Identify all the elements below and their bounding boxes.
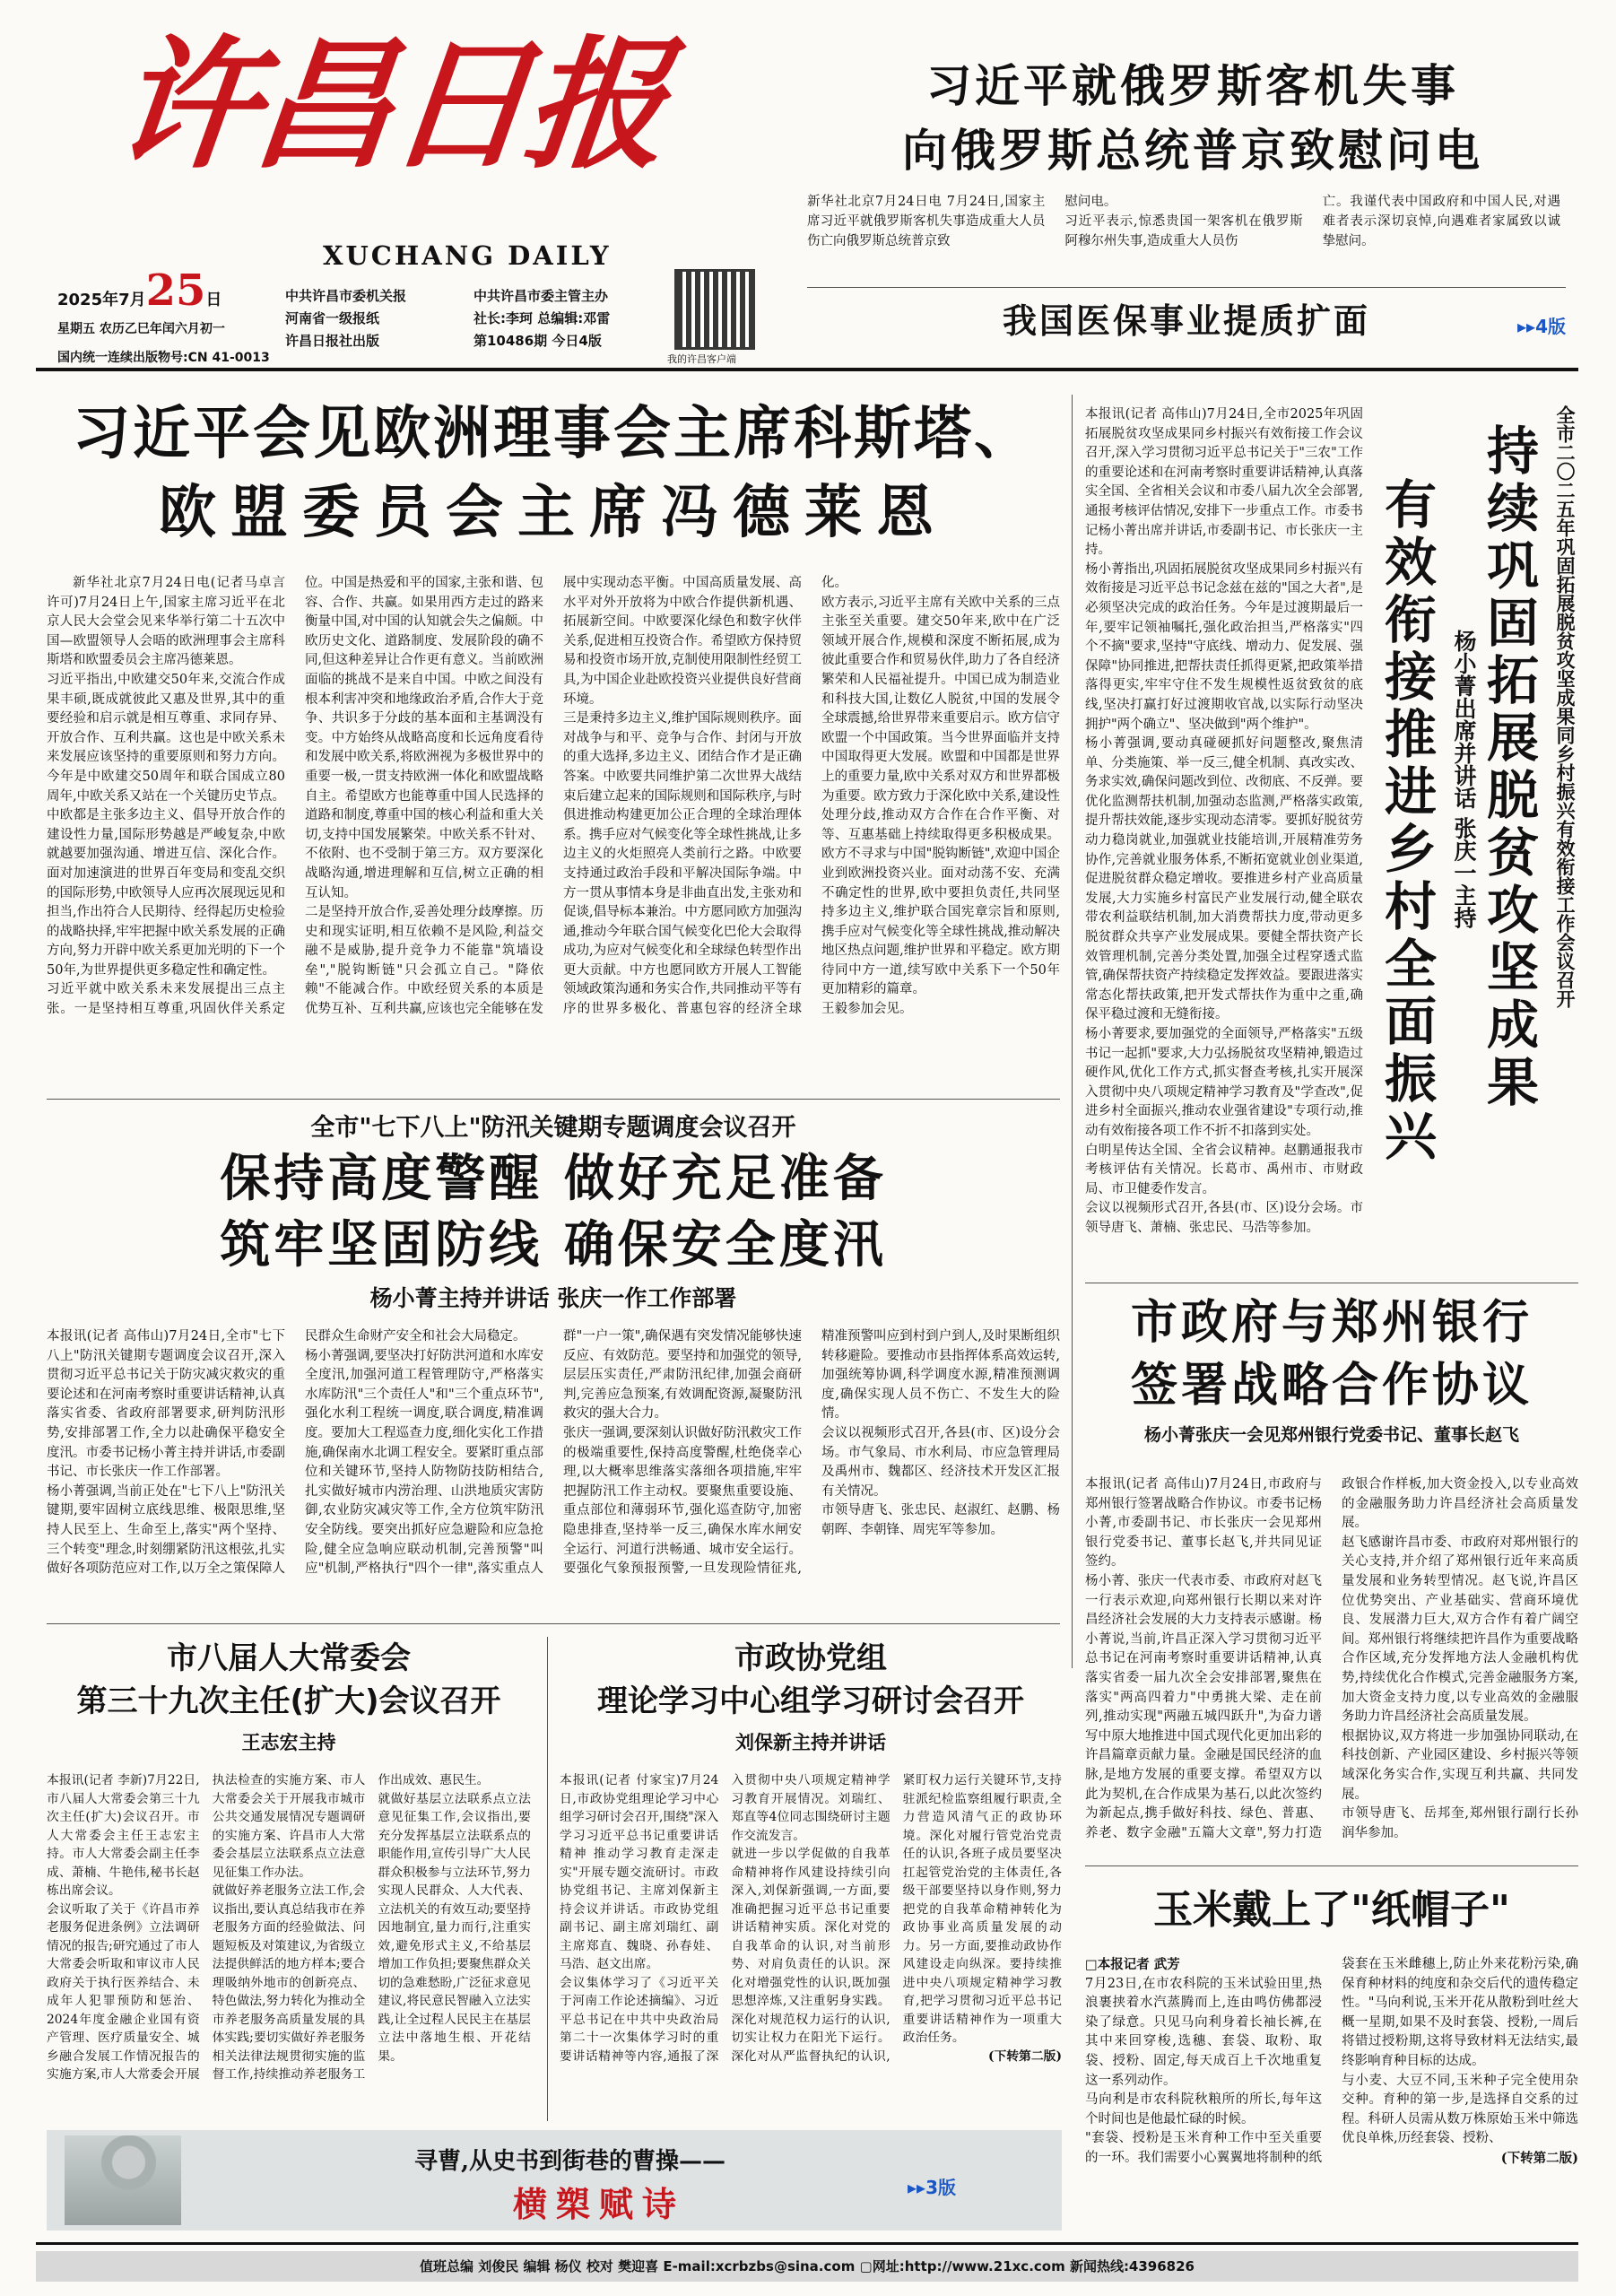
poverty-byline: 杨小菁出席并讲话 张庆一主持 — [1451, 630, 1477, 929]
feature-page-ref[interactable]: ▸▸3版 — [908, 2177, 956, 2198]
renda-title-1: 市八届人大常委会 — [167, 1640, 411, 1676]
feature-title-1: 寻曹,从史书到街巷的曹操—— — [414, 2148, 726, 2175]
feature-statue-image — [65, 2135, 181, 2225]
top-story-col2: 慰问电。 习近平表示,惊悉贵国一架客机在俄罗斯阿穆尔州失事,造成重大人员伤 — [1064, 195, 1303, 248]
date-prefix: 2025年7月 — [57, 291, 146, 309]
flood-title-1: 保持高度警醒 做好充足准备 — [220, 1150, 887, 1208]
footer-text: 值班总编 刘俊民 编辑 杨仪 校对 樊迎喜 E-mail:xcrbzbs@sina.com ▢网址:http://www.21xc.com 新闻热线:4396826 — [420, 2258, 1195, 2274]
zhengxie-headline — [560, 1637, 1062, 1762]
date-suffix: 日 — [205, 291, 222, 309]
top-story-title-1: 习近平就俄罗斯客机失事 — [926, 60, 1459, 112]
corn-byline: □本报记者 武芳 — [1085, 1957, 1180, 1972]
renda-headline — [47, 1637, 531, 1762]
date-day: 25 — [145, 265, 206, 316]
flood-title-2: 筑牢坚固防线 确保安全度汛 — [220, 1216, 887, 1274]
bank-headline — [1085, 1292, 1578, 1453]
poverty-title-1: 持续巩固拓展脱贫攻坚成果 — [1478, 423, 1539, 1112]
medical-banner[interactable] — [807, 296, 1566, 346]
flood-kicker: 全市"七下八上"防汛关键期专题调度会议召开 — [310, 1114, 796, 1142]
feature-banner[interactable] — [47, 2130, 1062, 2231]
xi-meeting-body — [47, 574, 1060, 1085]
zhengxie-byline: 刘保新主持并讲话 — [735, 1731, 886, 1753]
zhengxie-title-2: 理论学习中心组学习研讨会召开 — [597, 1683, 1024, 1719]
flood-text: 本报讯(记者 高伟山)7月24日,全市"七下八上"防汛关键期专题调度会议召开,深入贯彻习近平总书记关于防灾减灾救灾的重要论述和在河南考察时重要讲话精神,认真落实省委、省政府部署要求,研判防汛形势,安排部署工作,全力以赴确保平稳安全度汛。市委书记杨小菁主持并讲话,市委副书记、市长张庆一作工作部署。 杨小菁强调,当前正处在"七下八上"防汛关键期,要牢固树立底线思维、极限思维,坚持人民至上、生命至上,落实"两个坚持、三个转变"理念,时刻绷紧防汛这根弦,扎实做好各项防范应对工作,以万全之策保障人民群众生命财产安全和社会大局稳定。 杨小菁强调,要坚决打好防洪河道和水库安全度汛,加强河道工程管理防守,严格落实水库防汛"三个责任人"和"三个重点环节",强化水利工程统一调度,联合调度,精准调度。要加大工程巡查力度,细化实化工作措施,确保南水北调工程安全。要紧盯重点部位和关键环节,坚持人防物防技防相结合,扎实做好城市内涝治理、山洪地质灾害防御,农业防灾减灾等工作,全方位筑牢防汛安全防线。要突出抓好应急避险和应急抢险,健全应急响应联动机制,完善预警"叫应"机制,严格执行"四个一律",落实重点人群"一户一策",确保遇有突发情况能够快速反应、有效防范。要坚持和加强党的领导,层层压实责任,严肃防汛纪律,加强会商研判,完善应急预案,有效调配资源,凝聚防汛救灾的强大合力。 张庆一强调,要深刻认识做好防汛救灾工作的极端重要性,保持高度警醒,杜绝侥幸心理,以大概率思维落实落细各项措施,牢牢把握防汛工作主动权。要聚焦重要设施、重点部位和薄弱环节,强化巡查防守,加密隐患排查,坚持举一反三,确保水库水闸安全运行、河道行洪畅通、城市安全运行。要强化气象预报预警,一旦发现险情征兆,精准预警叫应到村到户到人,及时果断组织转移避险。要推动市县指挥体系高效运转,加强统筹协调,科学调度水源,精准预测调度,确保实现人员不伤亡、不发生大的险情。 会议以视频形式召开,各县(市、区)设分会场。市气象局、市水利局、市应急管理局及禹州市、魏都区、经济技术开发区汇报有关情况。 市领导唐飞、张忠民、赵淑红、赵鹏、杨朝晖、李朝锋、周宪军等参加。 — [47, 1329, 1060, 1577]
renda-body — [47, 1771, 531, 2121]
bank-title-1: 市政府与郑州银行 — [1130, 1296, 1533, 1350]
medical-banner-title: 我国医保事业提质扩面 — [1002, 301, 1370, 341]
org1: 中共许昌市委机关报 — [285, 288, 407, 304]
footer-bar — [36, 2251, 1578, 2282]
logo-pinyin: XUCHANG DAILY — [323, 240, 612, 271]
corn-body — [1085, 1955, 1578, 2224]
arrow-right-icon: ▸▸ — [908, 2177, 926, 2198]
top-story — [807, 54, 1578, 183]
zhengxie-title-1: 市政协党组 — [734, 1640, 887, 1676]
zhengxie-continued: (下转第二版) — [987, 2048, 1062, 2064]
xi-meeting-title-2: 欧盟委员会主席冯德莱恩 — [159, 480, 948, 546]
qr-code[interactable] — [674, 269, 755, 350]
renda-byline: 王志宏主持 — [241, 1731, 336, 1753]
corn-continued: (下转第二版) — [1500, 2150, 1578, 2166]
top-story-col1: 新华社北京7月24日电 7月24日,国家主席习近平就俄罗斯客机失事造成重大人员伤亡向俄罗斯总统普京致 — [807, 195, 1046, 248]
xi-meeting-text: 新华社北京7月24日电(记者马卓言 许可)7月24日上午,国家主席习近平在北京人民大会堂会见来华举行第二十五次中国—欧盟领导人会晤的欧洲理事会主席科斯塔和欧盟委员会主席冯德莱恩。 习近平指出,中欧建交50年来,交流合作成果丰硕,既成就彼此又惠及世界,其中的重要经验和启示就是相互尊重、求同存异、开放合作、互利共赢。这也是中欧关系未来发展应该坚持的重要原则和努力方向。今年是中欧建交50周年和联合国成立80周年,中欧关系又站在一个关键历史节点。中欧都是主张多边主义、倡导开放合作的建设性力量,国际形势越是严峻复杂,中欧就越要加强沟通、增进互信、深化合作。面对加速演进的世界百年变局和变乱交织的国际形势,中欧领导人应再次展现远见和担当,作出符合人民期待、经得起历史检验的战略抉择,牢牢把握中欧关系发展的正确方向,努力开辟中欧关系更加光明的下一个50年,为世界提供更多稳定性和确定性。 习近平就中欧关系未来发展提出三点主张。一是坚持相互尊重,巩固伙伴关系定位。中国是热爱和平的国家,主张和谐、包容、合作、共赢。如果用西方走过的路来衡量中国,对中国的认知就会失之偏颇。中欧历史文化、道路制度、发展阶段的确不同,但这种差异让合作更有意义。当前欧洲面临的挑战不是来自中国。中欧之间没有根本利害冲突和地缘政治矛盾,合作大于竞争、共识多于分歧的基本面和主基调没有变。中方始终从战略高度和长远角度看待和发展中欧关系,将欧洲视为多极世界中的重要一极,一贯支持欧洲一体化和欧盟战略自主。希望欧方也能尊重中国人民选择的道路和制度,尊重中国的核心利益和重大关切,支持中国发展繁荣。中欧关系不针对、不依附、也不受制于第三方。双方要深化战略沟通,增进理解和互信,树立正确的相互认知。 二是坚持开放合作,妥善处理分歧摩擦。历史和现实证明,相互依赖不是风险,利益交融不是威胁,提升竞争力不能靠"筑墙设垒","脱钩断链"只会孤立自己。"降依赖"不能减合作。中欧经贸关系的本质是优势互补、互利共赢,应该也完全能够在发展中实现动态平衡。中国高质量发展、高水平对外开放将为中欧合作提供新机遇、拓展新空间。中欧要深化绿色和数字伙伴关系,促进相互投资合作。希望欧方保持贸易和投资市场开放,克制使用限制性经贸工具,为中国企业赴欧投资兴业提供良好营商环境。 三是秉持多边主义,维护国际规则秩序。面对战争与和平、竞争与合作、封闭与开放的重大选择,多边主义、团结合作才是正确答案。中欧要共同维护第二次世界大战结束后建立起来的国际规则和国际秩序,与时俱进推动构建更加公正合理的全球治理体系。携手应对气候变化等全球性挑战,让多边主义的火炬照亮人类前行之路。中欧要支持通过政治手段和平解决国际争端。中方一贯从事情本身是非曲直出发,主张劝和促谈,倡导标本兼治。中方愿同欧方加强沟通,推动今年联合国气候变化巴伦大会取得成功,为应对气候变化和全球绿色转型作出更大贡献。中方也愿同欧方开展人工智能领域政策沟通和务实合作,共同推动平等有序的世界多极化、普惠包容的经济全球化。 欧方表示,习近平主席有关欧中关系的三点主张至关重要。建交50年来,欧中在广泛领域开展合作,规模和深度不断拓展,成为彼此重要合作和贸易伙伴,助力了各自经济繁荣和人民福祉提升。中国已成为制造业和科技大国,让数亿人脱贫,中国的发展令全球震撼,给世界带来重要启示。欧方信守欧盟一个中国政策。当今世界面临并支持中国取得更大发展。欧盟和中国都是世界上的重要力量,欧中关系对双方和世界都极为重要。欧方致力于深化欧中关系,建设性处理分歧,推动双方合作在合作平衡、对等、互惠基础上持续取得更多积极成果。欧方不寻求与中国"脱钩断链",欢迎中国企业到欧洲投资兴业。面对动荡不安、充满不确定性的世界,欧中要担负责任,共同坚持多边主义,维护联合国宪章宗旨和原则,携手应对气候变化等全球性挑战,推动解决地区热点问题,维护世界和平稳定。欧方期待同中方一道,续写欧中关系下一个50年更加精彩的篇章。 王毅参加会见。 — [47, 576, 1060, 1017]
renda-title-2: 第三十九次主任(扩大)会议召开 — [76, 1683, 501, 1719]
poverty-text: 本报讯(记者 高伟山)7月24日,全市2025年巩固拓展脱贫攻坚成果同乡村振兴有效衔接工作会议召开,深入学习贯彻习近平总书记关于"三农"工作的重要论述和在河南考察时重要讲话精神,认真落实全国、全省相关会议和市委八届九次全会部署,通报考核评估情况,安排下一步重点工作。市委书记杨小菁出席并讲话,市委副书记、市长张庆一主持。 杨小菁指出,巩固拓展脱贫攻坚成果同乡村振兴有效衔接是习近平总书记念兹在兹的"国之大者",是必须坚决完成的政治任务。今年是过渡期最后一年,要牢记领袖嘱托,强化政治担当,严格落实"四个不摘"要求,坚持"守底线、增动力、促发展、强保障"协同推进,把帮扶责任抓得更紧,把政策举措落得更实,牢牢守住不发生规模性返贫致贫的底线,坚决打赢打好过渡期收官战,以实际行动坚决拥护"两个确立"、坚决做到"两个维护"。 杨小菁强调,要动真碰硬抓好问题整改,聚焦清单、分类施策、举一反三,健全机制、真改实改、务求实效,确保问题改到位、改彻底、不反弹。要优化监测帮扶机制,加强动态监测,严格落实政策,提升帮扶效能,逐步实现动态清零。要抓好脱贫劳动力稳岗就业,加强就业技能培训,开展精准劳务协作,完善就业服务体系,不断拓宽就业创业渠道,促进脱贫群众稳定增收。要推进乡村产业高质量发展,大力实施乡村富民产业发展行动,健全联农带农利益联结机制,加大消费帮扶力度,带动更多脱贫群众共享产业发展成果。要健全帮扶资产长效管理机制,完善分类处置,加强全过程穿透式监管,确保帮扶资产持续稳定发挥效益。要跟进落实常态化帮扶政策,把开发式帮扶作为重中之重,确保平稳过渡和无缝衔接。 杨小菁要求,要加强党的全面领导,严格落实"五级书记一起抓"要求,大力弘扬脱贫攻坚精神,锻造过硬作风,优化工作方式,抓实督查考核,扎实开展深入贯彻中央八项规定精神学习教育及"学查改",促进乡村全面振兴,推动农业强省建设"专项行动,推动有效衔接各项工作不折不扣落到实处。 白明星传达全国、全省会议精神。赵鹏通报我市考核评估有关情况。长葛市、禹州市、市财政局、市卫健委作发言。 会议以视频形式召开,各县(市、区)设分会场。市领导唐飞、萧楠、张忠民、马浩等参加。 — [1085, 407, 1363, 1235]
poverty-kicker: 全市二〇二五年巩固拓展脱贫攻坚成果同乡村振兴有效衔接工作会议召开 — [1554, 405, 1577, 1008]
renda-text: 本报讯(记者 李新)7月22日,市八届人大常委会第三十九次主任(扩大)会议召开。市人大常委会主任王志宏主持。市人大常委会副主任李成、萧楠、牛艳伟,秘书长赵栋出席会议。 会议听取了关于《许昌市养老服务促进条例》立法调研情况的报告;研究通过了市人大常委会听取和审议市人民政府关于执行医养结合、未成年人犯罪预防和惩治、2024年度金融企业国有资产管理、医疗质量安全、城乡融合发展工作情况报告的实施方案,市人大常委会开展执法检查的实施方案、市人大常委会关于开展我市城市公共交通发展情况专题调研的实施方案、许昌市人大常委会基层立法联系点立法意见征集工作办法。 就做好养老服务立法工作,会议指出,要认真总结我市在养老服务方面的经验做法、问题短板及对策建议,为省级立法提供鲜活的地方样本;要合理吸纳外地市的创新亮点、特色做法,努力转化为推动全市养老服务高质量发展的具体实践;要切实做好养老服务相关法律法规贯彻实施的监督工作,持续推动养老服务工作出成效、惠民生。 就做好基层立法联系点立法意见征集工作,会议指出,要充分发挥基层立法联系点的职能作用,宣传引导广大人民群众积极参与立法环节,努力实现人民群众、人大代表、立法机关的有效互动;要坚持因地制宜,量力而行,注重实效,避免形式主义,不给基层增加工作负担;要聚焦群众关切的急难愁盼,广泛征求意见建议,将民意民智融入立法实践,让全过程人民民主在基层立法中落地生根、开花结果。 — [47, 1773, 531, 2082]
cn-number: 国内统一连续出版物号:CN 41-0013 — [57, 351, 270, 365]
qr-caption: 我的许昌客户端 — [667, 353, 736, 365]
poverty-title-2: 有效衔接推进乡村全面振兴 — [1376, 477, 1437, 1166]
bank-title-2: 签署战略合作协议 — [1130, 1359, 1533, 1413]
feature-title-2: 横槊赋诗 — [513, 2185, 686, 2224]
publisher: 社长:李珂 总编辑:邓雷 — [474, 310, 611, 326]
medical-banner-page-ref[interactable]: ▸▸4版 — [1517, 316, 1566, 337]
bank-byline: 杨小菁张庆一会见郑州银行党委书记、董事长赵飞 — [1143, 1425, 1519, 1445]
bank-text: 本报讯(记者 高伟山)7月24日,市政府与郑州银行签署战略合作协议。市委书记杨小菁,市委副书记、市长张庆一会见郑州银行党委书记、董事长赵飞,并共同见证签约。 杨小菁、张庆一代表市委、市政府对赵飞一行表示欢迎,向郑州银行长期以来对许昌经济社会发展的大力支持表示感谢。杨小菁说,当前,许昌正深入学习贯彻习近平总书记在河南考察时重要讲话精神,认真落实省委一届九次全会安排部署,聚焦在落实"两高四着力"中勇挑大梁、走在前列,推动实现"两融五城四跃升",为奋力谱写中原大地推进中国式现代化更加出彩的许昌篇章贡献力量。金融是国民经济的血脉,是地方发展的重要支撑。希望双方以此为契机,在合作成果为基石,以此次签约为新起点,携手做好科技、绿色、普惠、养老、数字金融"五篇大文章",努力打造政银合作样板,加大资金投入,以专业高效的金融服务助力许昌经济社会高质量发展。 赵飞感谢许昌市委、市政府对郑州银行的关心支持,并介绍了郑州银行近年来高质量发展和业务转型情况。赵飞说,许昌区位优势突出、产业基础实、营商环境优良、发展潜力巨大,双方合作有着广阔空间。郑州银行将继续把许昌作为重要战略合作区域,充分发挥地方法人金融机构优势,持续优化合作模式,完善金融服务方案,加大资金支持力度,以专业高效的金融服务助力许昌经济社会高质量发展。 根据协议,双方将进一步加强协同联动,在科技创新、产业园区建设、乡村振兴等领域深化务实合作,实现互利共赢、共同发展。 市领导唐飞、岳邦奎,郑州银行副行长孙润华参加。 — [1085, 1477, 1578, 1840]
top-story-body — [807, 192, 1560, 264]
bank-body — [1085, 1475, 1578, 1852]
corn-title: 玉米戴上了"纸帽子" — [1153, 1887, 1510, 1933]
top-story-col3: 亡。我谨代表中国政府和中国人民,对遇难者表示深切哀悼,向遇难者家属致以诚挚慰问。 — [1322, 195, 1560, 248]
flood-body — [47, 1327, 1060, 1614]
org2: 河南省一级报纸 — [285, 310, 380, 326]
newspaper-logo — [108, 16, 708, 271]
top-story-title-2: 向俄罗斯总统普京致慰问电 — [902, 125, 1483, 177]
xi-meeting-title-1: 习近平会见欧洲理事会主席科斯塔、 — [73, 401, 1034, 467]
flood-byline: 杨小菁主持并讲话 张庆一作工作部署 — [369, 1285, 737, 1311]
zhengxie-body — [560, 1771, 1062, 2121]
corn-text: 7月23日,在市农科院的玉米试验田里,热浪裹挟着水汽蒸腾而上,连由鸣仿佛都浸染了绿意。只见马向利身着长袖长裤,在其中来回穿梭,选穗、套袋、取粉、取袋、授粉、固定,每天成百上千次地重复这一系列动作。 马向利是市农科院秋粮所的所长,每年这个时间也是他最忙碌的时候。 "套袋、授粉是玉米育种工作中至关重要的一环。我们需要小心翼翼地将制种的纸袋套在玉米雌穗上,防止外来花粉污染,确保育种材料的纯度和杂交后代的遗传稳定性。"马向利说,玉米开花从散粉到吐丝大概一星期,如果不及时套袋、授粉,一周后将错过授粉期,这将导致材料无法结实,最终影响育种目标的达成。 与小麦、大豆不同,玉米种子完全使用杂交种。育种的第一步,是选择自交系的过程。科研人员需从数万株原始玉米中筛选优良单株,历经套袋、授粉、 — [1085, 1957, 1578, 2165]
issue: 第10486期 今日4版 — [474, 333, 602, 349]
xi-meeting-headline — [47, 395, 1060, 552]
zhengxie-text: 本报讯(记者 付家宝)7月24日,市政协党组理论学习中心组学习研讨会召开,围绕"深入学习习近平总书记重要讲话精神 推动学习教育走深走实"开展专题交流研讨。市政协党组书记、主席刘保新主持会议并讲话。市政协党组副书记、副主席刘瑞红、副主席郑直、魏晓、孙春娃、马浩、赵文出席。 会议集体学习了《习近平关于河南工作论述摘编》、习近平总书记在中共中央政治局第二十一次集体学习时的重要讲话精神等内容,通报了深入贯彻中央八项规定精神学习教育开展情况。刘瑞红、郑直等4位同志围绕研讨主题作交流发言。 就进一步以学促做的自我革命精神将作风建设持续引向深入,刘保新强调,一方面,要准确把握习近平总书记重要讲话精神实质。深化对党的自我革命的认识,对当前形势、对肩负责任的认识。深化对增强党性的认识,既加强思想淬炼,又注重躬身实践。深化对规范权力运行的认识,切实让权力在阳光下运行。深化对从严监督执纪的认识,紧盯权力运行关键环节,支持驻派纪检监察组履行职责,全力营造风清气正的政协环境。深化对履行管党治党责任的认识,各班子成员要坚决扛起管党治党的主体责任,各级干部要坚持以身作则,努力把党的自我革命精神转化为政协事业高质量发展的动力。另一方面,要推动政协作风建设走向纵深。要持续推进中央八项规定精神学习教育,把学习贯彻习近平总书记重要讲话精神作为一项重大政治任务。 — [560, 1773, 1062, 2064]
poverty-headline — [1372, 405, 1578, 1231]
flood-headline — [47, 1110, 1060, 1318]
org4: 中共许昌市委主管主办 — [474, 288, 609, 304]
masthead-orgs — [285, 285, 662, 352]
weekday: 星期五 农历乙巳年闰六月初一 — [57, 322, 225, 336]
org3: 许昌日报社出版 — [285, 333, 380, 349]
logo-text: 许昌日报 — [108, 22, 671, 188]
arrow-right-icon: ▸▸ — [1517, 316, 1536, 337]
masthead-date-block — [57, 265, 270, 366]
